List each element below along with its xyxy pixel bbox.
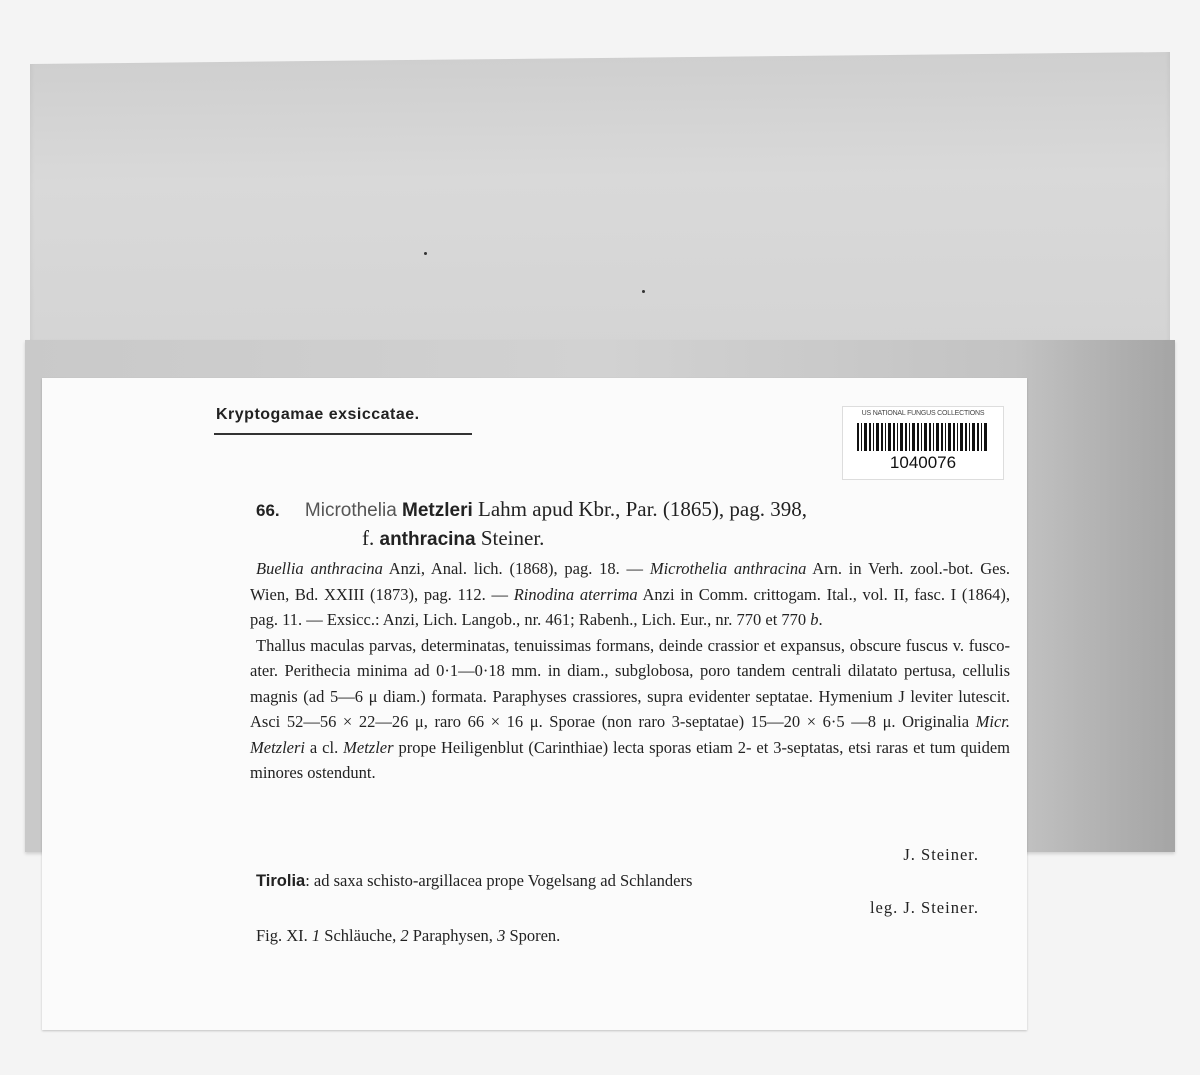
label-body bbox=[250, 556, 1010, 786]
forma-name: anthracina bbox=[379, 529, 476, 550]
description-person: Metzler bbox=[343, 737, 394, 757]
authority-citation: Lahm apud Kbr., Par. (1865), pag. 398, bbox=[478, 497, 807, 521]
figure-item: Paraphysen, bbox=[408, 926, 498, 945]
barcode-bars bbox=[857, 423, 989, 451]
figure-number: 3 bbox=[497, 926, 506, 945]
locality-region: Tirolia bbox=[256, 872, 306, 890]
description-text: prope Heiligenblut (Carinthiae) lecta sporas etiam 2- et 3-septatas, etsi raras et tum quidem minores ostendunt. bbox=[250, 737, 1010, 782]
figure-number: 1 bbox=[311, 926, 321, 945]
figure-item: Schläuche, bbox=[320, 926, 401, 945]
speck-mark bbox=[424, 252, 427, 255]
forma-author: Steiner. bbox=[480, 526, 545, 550]
description-text: Thallus maculas parvas, determinatas, tenuissimas formans, deinde crassior et expansus, obscure fuscus v. fusco-ater. Perithecia minima ad 0·1—0·18 mm. in diam., subglobosa, poro tandem centrali dilatato pertusa, cellulis magnis (ad 5—6 μ diam.) formata. Paraphyses crassiores, supra evidenter septatae. Hymenium J leviter lutescit. Asci 52—56 × 22—26 μ, raro 66 × 16 μ. Sporae (non raro 3-septatae) 15—20 × 6·5 —8 μ. Originalia bbox=[250, 635, 1010, 731]
synonym-citation-end: . bbox=[818, 610, 823, 629]
series-underline bbox=[214, 433, 472, 435]
locality-text: : ad saxa schisto-argillacea prope Vogelsang ad Schlanders bbox=[305, 871, 693, 890]
figure-label: Fig. XI. bbox=[256, 926, 312, 945]
synonym-name: Microthelia anthracina bbox=[649, 559, 807, 578]
figure-number: 2 bbox=[400, 926, 409, 945]
author-signature: J. Steiner. bbox=[903, 845, 979, 864]
synonym-citation: Anzi in Comm. crittogam. Ital., vol. II, fasc. I (1864), pag. 11. — Exsicc.: Anzi, Lich. Langob., nr. 461; Rabenh., Lich. Eur., nr. 770 et 770 bbox=[250, 584, 1011, 629]
figure-caption bbox=[256, 926, 560, 946]
synonymy-paragraph bbox=[250, 556, 1010, 633]
synonym-citation: Anzi, Anal. lich. (1868), pag. 18. — bbox=[382, 559, 650, 578]
description-paragraph bbox=[250, 633, 1010, 786]
barcode-number: 1040076 bbox=[889, 453, 957, 472]
specimen-label bbox=[42, 378, 1027, 1030]
species-epithet: Metzleri bbox=[402, 500, 473, 521]
synonym-citation: Arn. in Verh. zool.-bot. Ges. Wien, Bd. XXIII (1873), pag. 112. — bbox=[250, 559, 1010, 604]
figure-item: Sporen. bbox=[505, 926, 561, 945]
locality-line bbox=[256, 871, 692, 891]
genus-name: Microthelia bbox=[304, 500, 397, 521]
forma-line bbox=[362, 525, 544, 553]
forma-prefix: f. bbox=[362, 526, 375, 550]
synonym-name: Buellia anthracina bbox=[256, 559, 383, 578]
barcode-label bbox=[842, 406, 1004, 480]
collector-line: leg. J. Steiner. bbox=[869, 898, 979, 917]
barcode-caption: US NATIONAL FUNGUS COLLECTIONS bbox=[861, 410, 985, 417]
series-title: Kryptogamae exsiccatae. bbox=[216, 406, 420, 423]
packet-top-flap bbox=[30, 52, 1170, 364]
exsiccata-suffix: b bbox=[810, 610, 819, 629]
synonym-name: Rinodina aterrima bbox=[513, 584, 638, 604]
exsiccata-number: 66. bbox=[256, 501, 280, 520]
taxon-heading bbox=[256, 496, 807, 524]
speck-mark bbox=[642, 290, 645, 293]
description-text: a cl. bbox=[305, 737, 344, 757]
description-taxon: Micr. Metzleri bbox=[250, 712, 1010, 757]
